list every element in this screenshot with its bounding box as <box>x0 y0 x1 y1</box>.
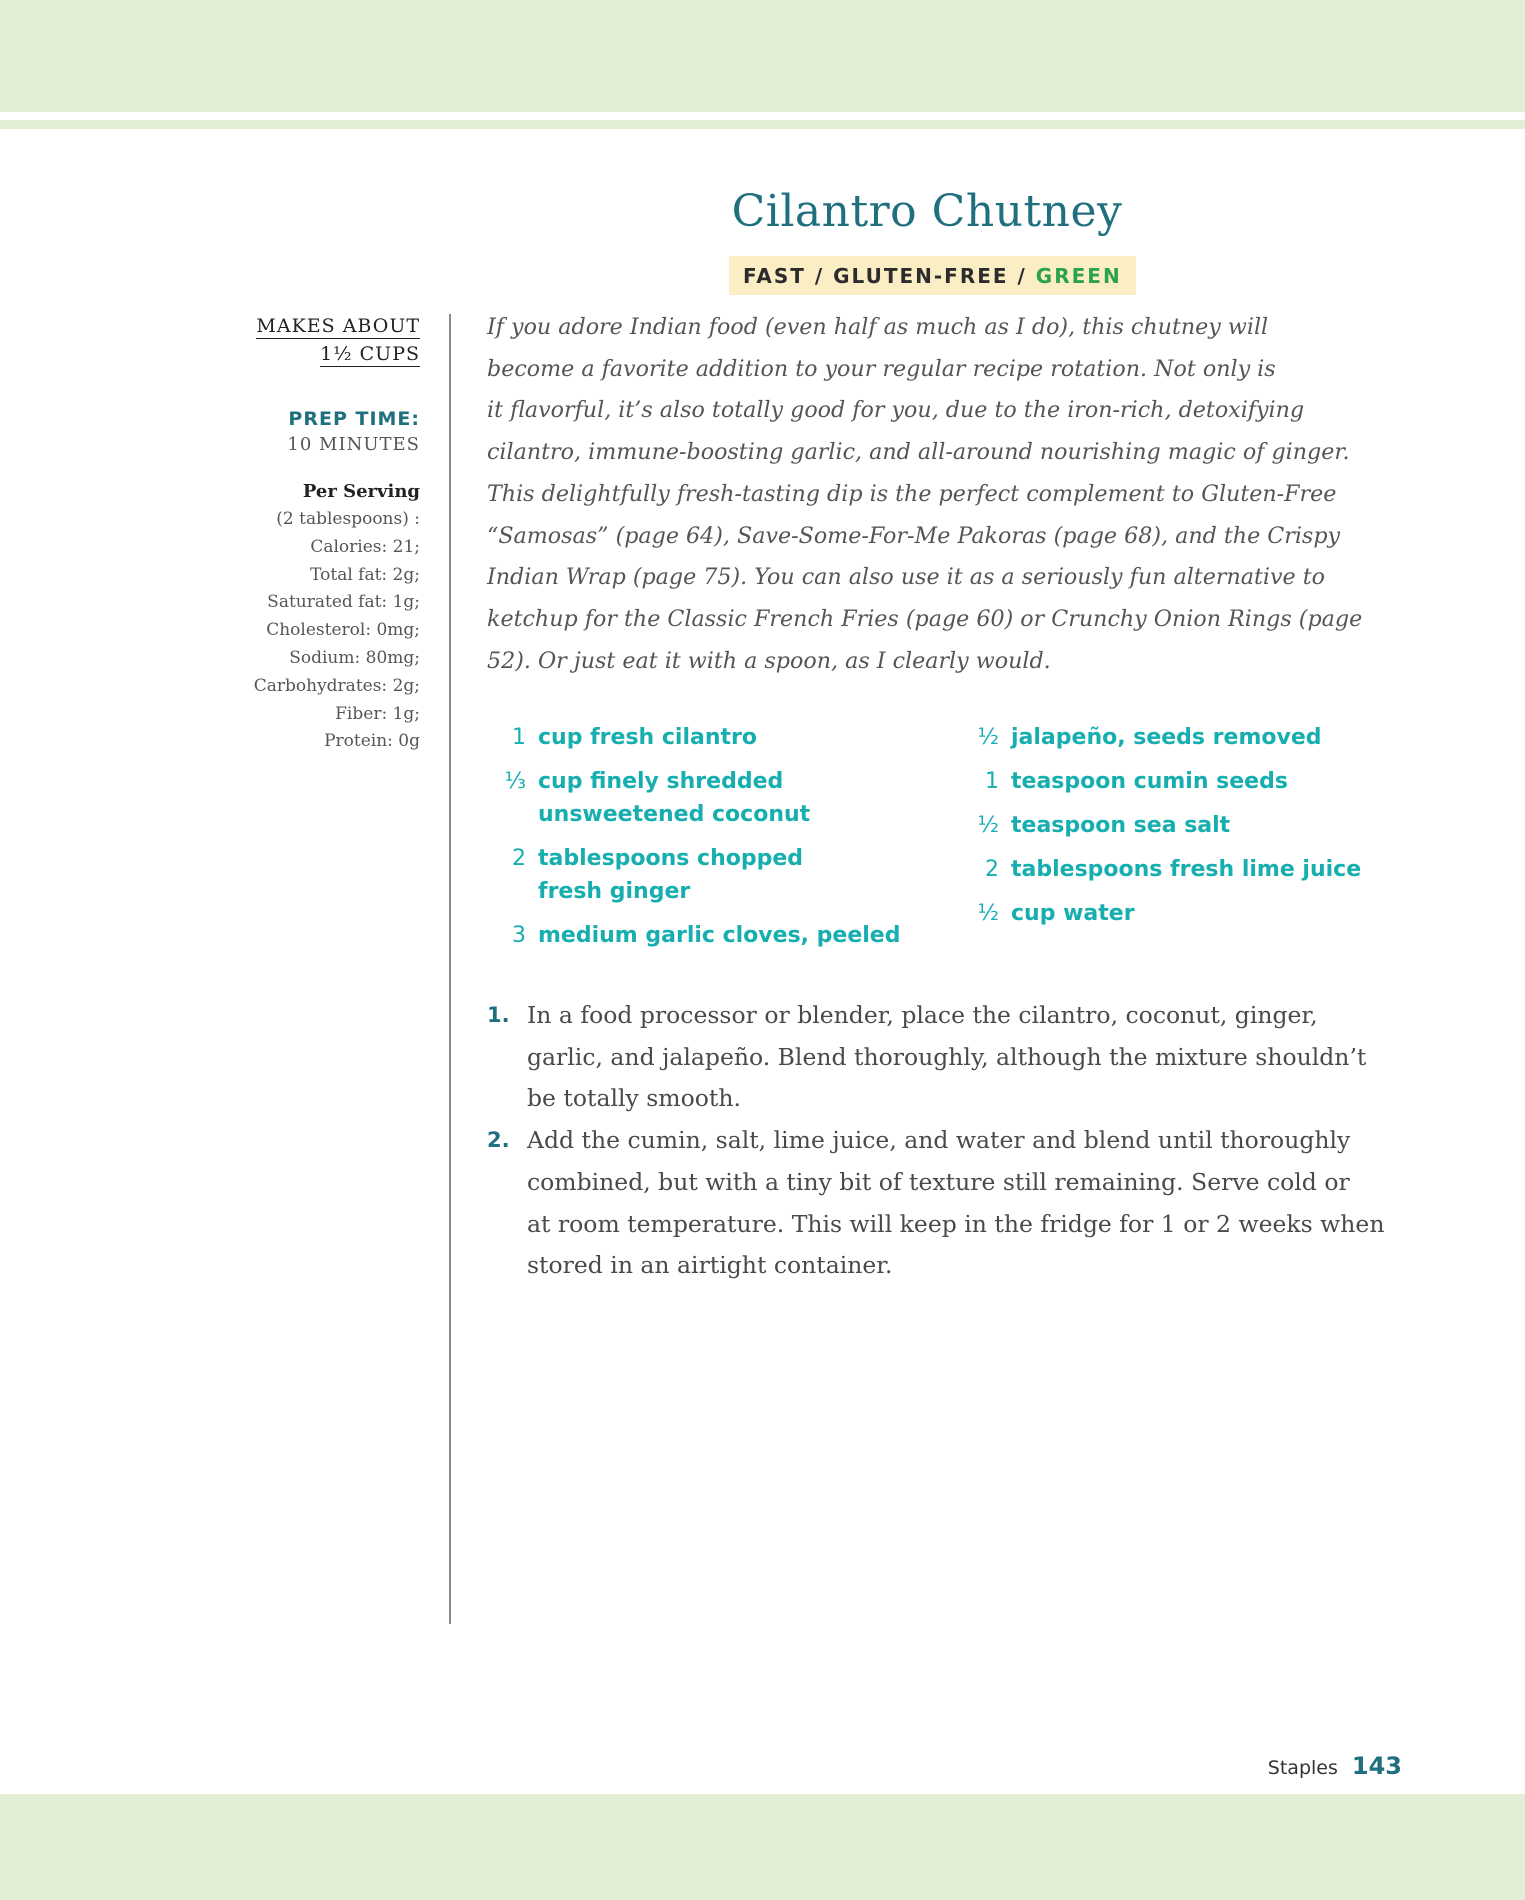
ingredient-item <box>965 765 1385 798</box>
ingredient-item <box>492 765 952 831</box>
tag-green: GREEN <box>1035 263 1122 288</box>
ingredient-text <box>526 721 757 754</box>
nutrition-line: Protein: 0g <box>324 731 420 752</box>
tag-fast: FAST <box>743 263 806 288</box>
ingredient-item <box>492 842 952 908</box>
intro-line: cilantro, immune-boosting garlic, and all-around nourishing magic of ginger. <box>487 439 1350 466</box>
ingredient-text-line: cup fresh cilantro <box>538 725 757 750</box>
intro-line: Indian Wrap (page 75). You can also use it as a seriously fun alternative to <box>487 564 1325 591</box>
nutrition-line: Sodium: 80mg; <box>289 647 420 668</box>
ingredient-quantity: ½ <box>977 725 999 750</box>
tag-separator: / <box>805 263 834 288</box>
step-text-line: be totally smooth. <box>527 1084 741 1113</box>
ingredient-text-line: tablespoons fresh lime juice <box>1011 857 1362 882</box>
ingredient-quantity: ⅓ <box>504 769 526 794</box>
ingredient-text-line: teaspoon cumin seeds <box>1011 769 1288 794</box>
ingredient-text <box>999 721 1322 754</box>
bottom-decorative-band <box>0 1794 1525 1900</box>
step-text <box>527 1120 1384 1287</box>
prep-time-label: PREP TIME: <box>288 408 420 430</box>
per-serving-label: Per Serving <box>302 481 420 502</box>
ingredient-quantity: ½ <box>977 901 999 926</box>
step-text-line: In a food processor or blender, place the cilantro, coconut, ginger, <box>527 1001 1318 1029</box>
top-decorative-rule <box>0 120 1525 129</box>
intro-line: become a favorite addition to your regular recipe rotation. Not only is <box>487 355 1276 382</box>
instruction-step <box>487 1120 1387 1287</box>
ingredient-text <box>999 853 1361 886</box>
step-text-line: combined, but with a tiny bit of texture still remaining. Serve cold or <box>527 1167 1350 1196</box>
intro-line: If you adore Indian food (even half as much as I do), this chutney will <box>487 314 1269 340</box>
section-name: Staples <box>1267 1757 1338 1779</box>
page-footer <box>1250 1752 1402 1780</box>
nutrition-line: Saturated fat: 1g; <box>267 592 420 613</box>
nutrition-line: Calories: 21; <box>310 536 420 557</box>
ingredient-text-line: unsweetened coconut <box>538 802 811 827</box>
step-text-line: garlic, and jalapeño. Blend thoroughly, although the mixture shouldn’t <box>527 1042 1367 1071</box>
ingredient-text <box>526 765 810 831</box>
intro-line: “Samosas” (page 64), Save-Some-For-Me Pakoras (page 68), and the Crispy <box>487 522 1341 549</box>
ingredient-quantity: 2 <box>985 857 999 882</box>
ingredient-text-line: teaspoon sea salt <box>1011 813 1231 838</box>
ingredient-text-line: jalapeño, seeds removed <box>1011 725 1322 750</box>
ingredient-item <box>965 721 1385 754</box>
recipe-steps <box>487 995 1387 1287</box>
step-text-line: Add the cumin, salt, lime juice, and water and blend until thoroughly <box>527 1126 1351 1155</box>
recipe-tags <box>729 256 1136 295</box>
ingredient-text-line: medium garlic cloves, peeled <box>538 923 901 948</box>
nutrition-line: (2 tablespoons) : <box>276 509 420 529</box>
intro-line: it flavorful, it’s also totally good for you, due to the iron-rich, detoxifying <box>487 397 1305 424</box>
ingredient-quantity: 2 <box>512 846 526 871</box>
step-number: 2. <box>487 1128 510 1153</box>
instruction-step <box>487 995 1387 1120</box>
nutrition-line: Cholesterol: 0mg; <box>266 620 420 641</box>
ingredient-text <box>999 897 1135 930</box>
ingredient-text <box>526 919 900 952</box>
recipe-sidebar <box>230 312 420 756</box>
nutrition-line: Fiber: 1g; <box>335 703 420 724</box>
ingredient-quantity: 1 <box>512 725 526 750</box>
step-text <box>527 995 1366 1120</box>
yield-line-1: MAKES ABOUT <box>256 315 420 337</box>
intro-line: This delightfully fresh-tasting dip is the perfect complement to Gluten-Free <box>487 480 1337 507</box>
nutrition-line: Total fat: 2g; <box>310 564 420 585</box>
ingredient-item <box>492 919 952 952</box>
sidebar-divider <box>449 314 451 1624</box>
tag-gluten-free: GLUTEN-FREE <box>833 263 1009 288</box>
ingredients-column-right <box>965 721 1385 941</box>
tag-separator: / <box>1008 263 1036 288</box>
step-number: 1. <box>487 1003 510 1027</box>
intro-line: 52). Or just eat it with a spoon, as I clearly would. <box>487 647 1051 674</box>
recipe-intro <box>487 307 1377 682</box>
nutrition-list <box>230 506 420 756</box>
nutrition-line: Carbohydrates: 2g; <box>253 675 420 696</box>
ingredient-quantity: 1 <box>985 769 999 794</box>
ingredient-item <box>965 897 1385 930</box>
ingredient-text <box>526 842 803 908</box>
ingredient-text <box>999 765 1288 798</box>
ingredient-quantity: 3 <box>512 923 526 948</box>
ingredient-item <box>492 721 952 754</box>
ingredients-column-left <box>492 721 952 963</box>
step-text-line: stored in an airtight container. <box>527 1251 893 1280</box>
ingredient-item <box>965 853 1385 886</box>
intro-line: ketchup for the Classic French Fries (page 60) or Crunchy Onion Rings (page <box>487 605 1363 632</box>
ingredient-text <box>999 809 1230 842</box>
top-decorative-band <box>0 0 1525 112</box>
recipe-title: Cilantro Chutney <box>731 186 1123 237</box>
step-text-line: at room temperature. This will keep in the fridge for 1 or 2 weeks when <box>527 1209 1385 1238</box>
yield-line-2: 1½ CUPS <box>320 343 420 365</box>
prep-time-value: 10 MINUTES <box>287 434 420 455</box>
ingredient-text-line: cup water <box>1011 901 1135 926</box>
ingredient-text-line: cup finely shredded <box>538 769 784 794</box>
ingredient-text-line: tablespoons chopped <box>538 846 804 871</box>
page-number: 143 <box>1351 1752 1402 1780</box>
yield <box>230 312 420 368</box>
ingredient-text-line: fresh ginger <box>538 879 691 904</box>
ingredient-item <box>965 809 1385 842</box>
ingredient-quantity: ½ <box>977 813 999 838</box>
